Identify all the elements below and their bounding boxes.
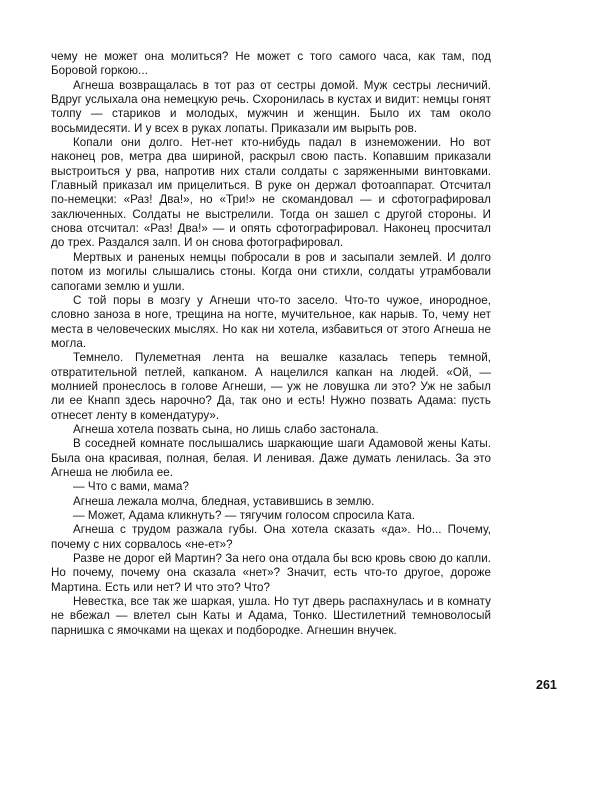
paragraph: С той поры в мозгу у Агнеши что-то засело. Что-то чужое, инородное, словно заноза в ноге, трещина на ногте, мучительное, как нарыв. То, чему нет места в человеческих мыслях. Но как ни хотела, избавиться от этого Агнеша не могла. — [51, 293, 491, 350]
page-body — [51, 50, 491, 638]
paragraph: Невестка, все так же шаркая, ушла. Но тут дверь распахнулась и в комнату не вбежал — влетел сын Каты и Адама, Тонко. Шестилетний темноволосый парнишка с ямочками на щеках и подбородке. Агнешин внучек. — [51, 595, 491, 637]
paragraph: Разве не дорог ей Мартин? За него она отдала бы всю кровь свою до капли. Но почему, почему она сказала «нет»? Значит, есть что-то другое, дороже Мартина. Есть или нет? И что это? Что? — [51, 552, 491, 594]
paragraph: Мертвых и раненых немцы побросали в ров и засыпали землей. И долго потом из могилы слышались стоны. Когда они стихли, солдаты утрамбовали сапогами землю и ушли. — [51, 250, 491, 293]
paragraph: чему не может она молиться? Не может с того самого часа, как там, под Боровой горкою... — [51, 50, 491, 78]
paragraph: Агнеша лежала молча, бледная, уставившись в землю. — [73, 494, 375, 508]
paragraph: В соседней комнате послышались шаркающие шаги Адамовой жены Каты. Была она красивая, полная, белая. И ленивая. Даже думать ленилась. За это Агнеша не любила ее. — [51, 437, 491, 479]
paragraph: Агнеша с трудом разжала губы. Она хотела сказать «да». Но... Почему, почему с них сорвалось «не-ет»? — [51, 523, 491, 551]
paragraph: — Что с вами, мама? — [73, 480, 190, 494]
paragraph: Агнеша возвращалась в тот раз от сестры домой. Муж сестры лесничий. Вдруг услыхала она немецкую речь. Схоронилась в кустах и видит: немцы гонят толпу — стариков и молодых, мужчин и женщин. Было их там около восьмидесяти. И у всех в руках лопаты. Приказали им вырыть ров. — [51, 78, 491, 135]
paragraph: — Может, Адама кликнуть? — тягучим голосом спросила Ката. — [73, 509, 416, 522]
paragraph: Агнеша хотела позвать сына, но лишь слабо застонала. — [73, 422, 379, 436]
paragraph: Темнело. Пулеметная лента на вешалке казалась теперь темной, отвратительной петлей, капканом. А нацелился капкан на людей. «Ой, — молнией пронеслось в голове Агнеши, — уж не ловушка ли это? Уж не забыл ли ее Кнапп здесь нарочно? Да, так оно и есть! Нужно позвать Адама: пусть отнесет ленту в комендатуру». — [51, 351, 491, 422]
paragraph: Копали они долго. Нет-нет кто-нибудь падал в изнеможении. Но вот наконец ров, метра два шириной, раскрыл свою пасть. Копавшим приказали выстроиться у рва, напротив них стали солдаты с заряженными винтовками. Главный приказал им прицелиться. В руке он держал фотоаппарат. Отсчитал по-немецки: «Раз! Два!», но «Три!» не скомандовал — и сфотографировал заключенных. Солдаты не выстрелили. Тогда он зашел с другой стороны. И снова отсчитал: «Раз! Два!» — и опять сфотографировал. Наконец просчитал до трех. Раздался залп. И он снова фотографировал. — [51, 136, 491, 250]
page-number: 261 — [536, 678, 557, 692]
